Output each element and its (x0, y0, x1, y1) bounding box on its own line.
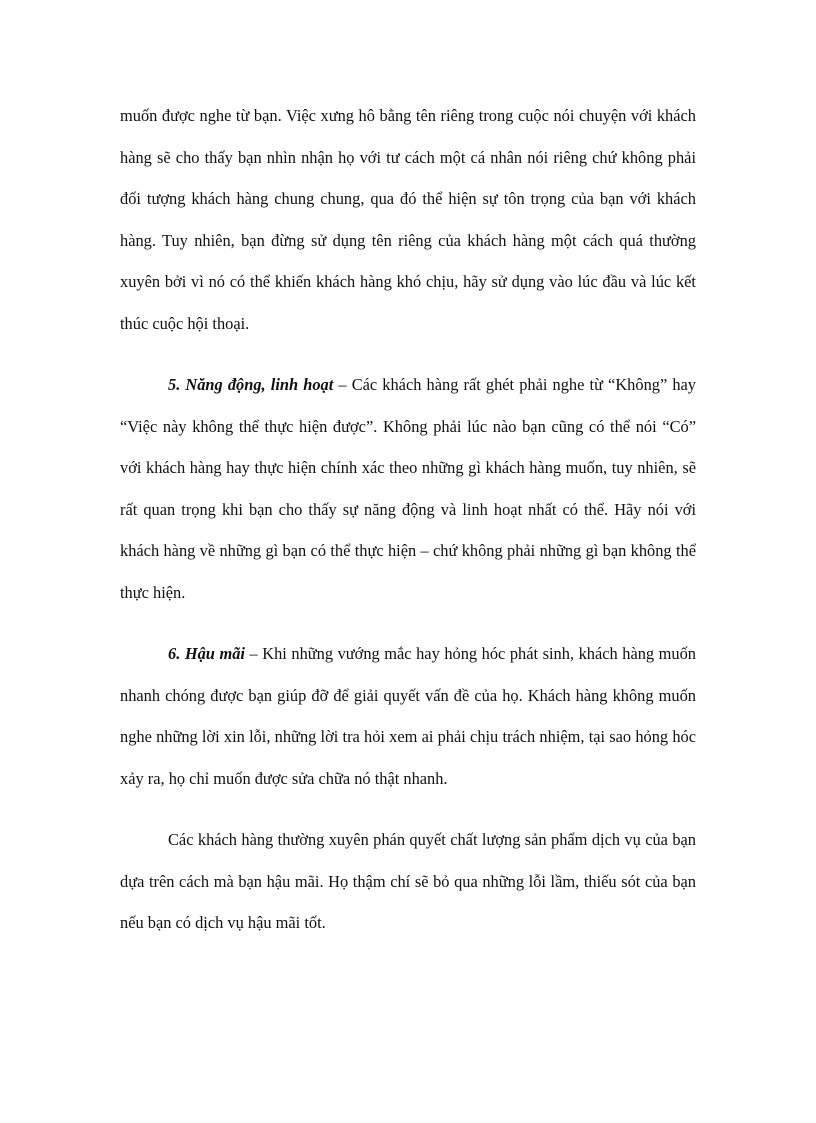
document-page (120, 95, 696, 944)
paragraph-text: – Khi những vướng mắc hay hỏng hóc phát sinh, khách hàng muốn nhanh chóng được bạn giúp đỡ để giải quyết vấn đề của họ. Khách hàng không muốn nghe những lời xin lỗi, những lời tra hỏi xem ai phải chịu trách nhiệm, tại sao hỏng hóc xảy ra, họ chỉ muốn được sửa chữa nó thật nhanh. (120, 644, 696, 788)
paragraph-heading: 6. Hậu mãi (168, 644, 245, 663)
paragraph-text: muốn được nghe từ bạn. Việc xưng hô bằng tên riêng trong cuộc nói chuyện với khách hàng sẽ cho thấy bạn nhìn nhận họ với tư cách một cá nhân nói riêng chứ không phải đối tượng khách hàng chung chung, qua đó thể hiện sự tôn trọng của bạn với khách hàng. Tuy nhiên, bạn đừng sử dụng tên riêng của khách hàng một cách quá thường xuyên bởi vì nó có thể khiến khách hàng khó chịu, hãy sử dụng vào lúc đầu và lúc kết thúc cuộc hội thoại. (120, 106, 696, 333)
paragraph-flexibility (120, 364, 696, 613)
paragraph-text: Các khách hàng thường xuyên phán quyết chất lượng sản phẩm dịch vụ của bạn dựa trên cách mà bạn hậu mãi. Họ thậm chí sẽ bỏ qua những lỗi lầm, thiếu sót của bạn nếu bạn có dịch vụ hậu mãi tốt. (120, 830, 696, 932)
paragraph-conclusion (120, 819, 696, 944)
paragraph-heading: 5. Năng động, linh hoạt (168, 375, 334, 394)
paragraph-text: – Các khách hàng rất ghét phải nghe từ “Không” hay “Việc này không thể thực hiện được”. Không phải lúc nào bạn cũng có thể nói “Có” với khách hàng hay thực hiện chính xác theo những gì khách hàng muốn, tuy nhiên, sẽ rất quan trọng khi bạn cho thấy sự năng động và linh hoạt nhất có thể. Hãy nói với khách hàng về những gì bạn có thể thực hiện – chứ không phải những gì bạn không thể thực hiện. (120, 375, 697, 602)
paragraph-continuation (120, 95, 696, 344)
paragraph-after-sales (120, 633, 696, 799)
